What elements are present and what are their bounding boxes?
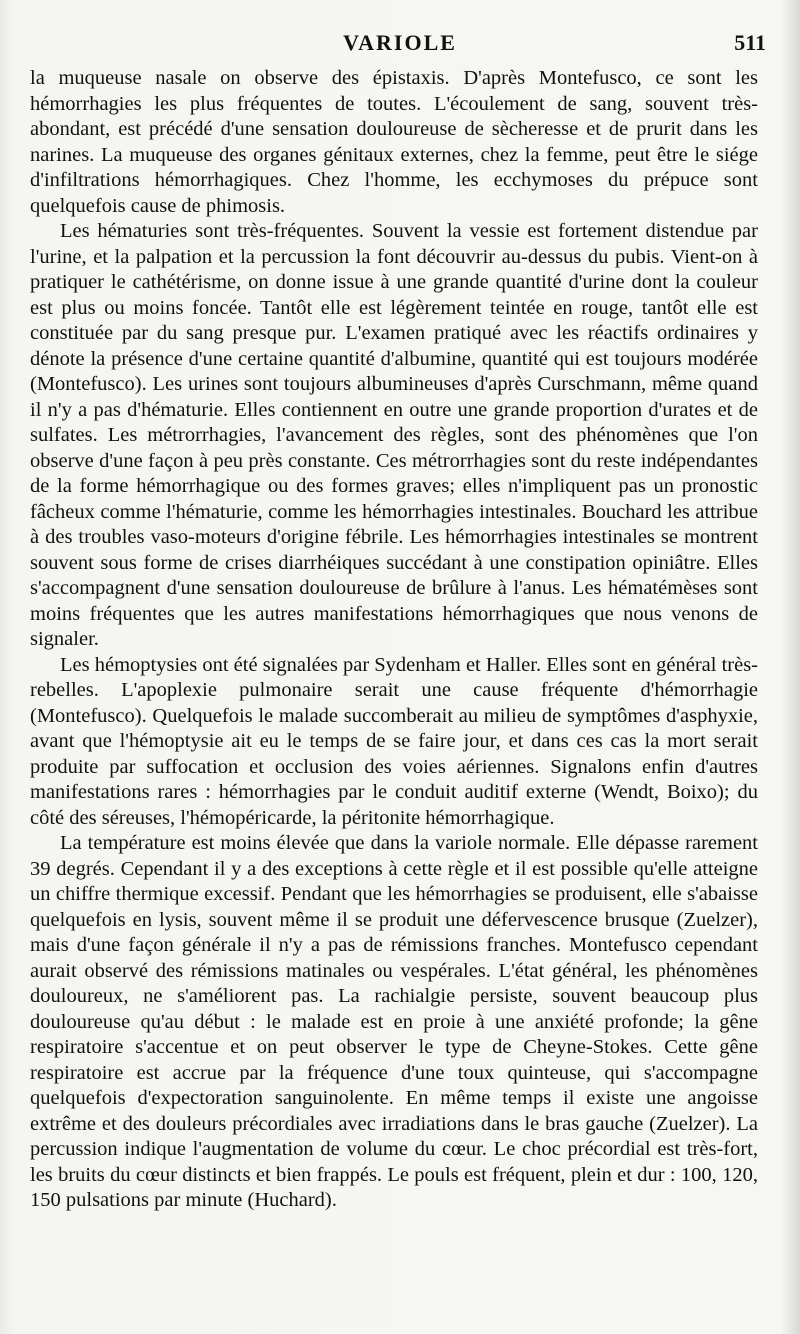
- page-header: [0, 30, 800, 60]
- body-text: [30, 66, 758, 1214]
- paragraph-hemoptysies: Les hémoptysies ont été signalées par Sydenham et Haller. Elles sont en général très-rebelles. L'apoplexie pulmonaire serait une cause fréquente d'hémorrhagie (Montefusco). Quelquefois le malade succomberait au milieu de symptômes d'asphyxie, avant que l'hémoptysie ait eu le temps de se faire jour, et dans ces cas la mort serait produite par suffocation et occlusion des voies aériennes. Signalons enfin d'autres manifestations rares : hémorrhagies par le conduit auditif externe (Wendt, Boixo); du côté des séreuses, l'hémopéricarde, la péritonite hémorrhagique.: [30, 653, 758, 829]
- paragraph-hematuries: Les hématuries sont très-fréquentes. Souvent la vessie est fortement distendue par l'urine, et la palpation et la percussion la font découvrir au-dessus du pubis. Vient-on à pratiquer le cathétérisme, on donne issue à une grande quantité d'urine dont la couleur est plus ou moins foncée. Tantôt elle est légèrement teintée en rouge, tantôt elle est constituée par du sang presque pur. L'examen pratiqué avec les réactifs ordinaires y dénote la présence d'une certaine quantité d'albumine, quantité qui est toujours modérée (Montefusco). Les urines sont toujours albumineuses d'après Curschmann, même quand il n'y a pas d'hématurie. Elles contiennent en outre une grande proportion d'urates et de sulfates. Les métrorrhagies, l'avancement des règles, sont des phénomènes que l'on observe d'une façon à peu près constante. Ces métrorrhagies sont du reste indépendantes de la forme hémorrhagique ou des formes graves; elles n'impliquent pas un pronostic fâcheux comme l'hématurie, comme les hémorrhagies intestinales. Bouchard les attribue à des troubles vaso-moteurs d'origine fébrile. Les hémorrhagies intestinales se montrent souvent sous forme de crises diarrhéiques succédant à une constipation opiniâtre. Elles s'accompagnent d'une sensation douloureuse de brûlure à l'anus. Les hématémèses sont moins fréquentes que les autres manifestations hémorrhagiques que nous venons de signaler.: [30, 220, 758, 650]
- paragraph-epistaxis: la muqueuse nasale on observe des épistaxis. D'après Montefusco, ce sont les hémorrhagies les plus fréquentes de toutes. L'écoulement de sang, souvent très-abondant, est précédé d'une sensation douloureuse de sècheresse et de prurit dans les narines. La muqueuse des organes génitaux externes, chez la femme, peut être le siége d'infiltrations hémorrhagiques. Chez l'homme, les ecchymoses du prépuce sont quelquefois cause de phimosis.: [30, 67, 758, 217]
- running-title: VARIOLE: [343, 30, 457, 55]
- paragraph-temperature: La température est moins élevée que dans la variole normale. Elle dépasse rarement 39 degrés. Cependant il y a des exceptions à cette règle et il est possible qu'elle atteigne un chiffre thermique excessif. Pendant que les hémorrhagies se produisent, elle s'abaisse quelquefois en lysis, souvent même il se produit une défervescence brusque (Zuelzer), mais d'une façon générale il n'y a pas de rémissions franches. Montefusco cependant aurait observé des rémissions matinales ou vespérales. L'état général, les phénomènes douloureux, ne s'améliorent pas. La rachialgie persiste, souvent beaucoup plus douloureuse qu'au début : le malade est en proie à une anxiété profonde; la gêne respiratoire s'accentue et on peut observer le type de Cheyne-Stokes. Cette gêne respiratoire est accrue par la fréquence d'une toux quinteuse, qui s'accompagne quelquefois d'expectoration sanguinolente. En même temps il existe une angoisse extrême et des douleurs précordiales avec irradiations dans le bras gauche (Zuelzer). La percussion indique l'augmentation de volume du cœur. Le choc précordial est très-fort, les bruits du cœur distincts et bien frappés. Le pouls est fréquent, plein et dur : 100, 120, 150 pulsations par minute (Huchard).: [30, 832, 758, 1211]
- page-number: 511: [734, 30, 766, 55]
